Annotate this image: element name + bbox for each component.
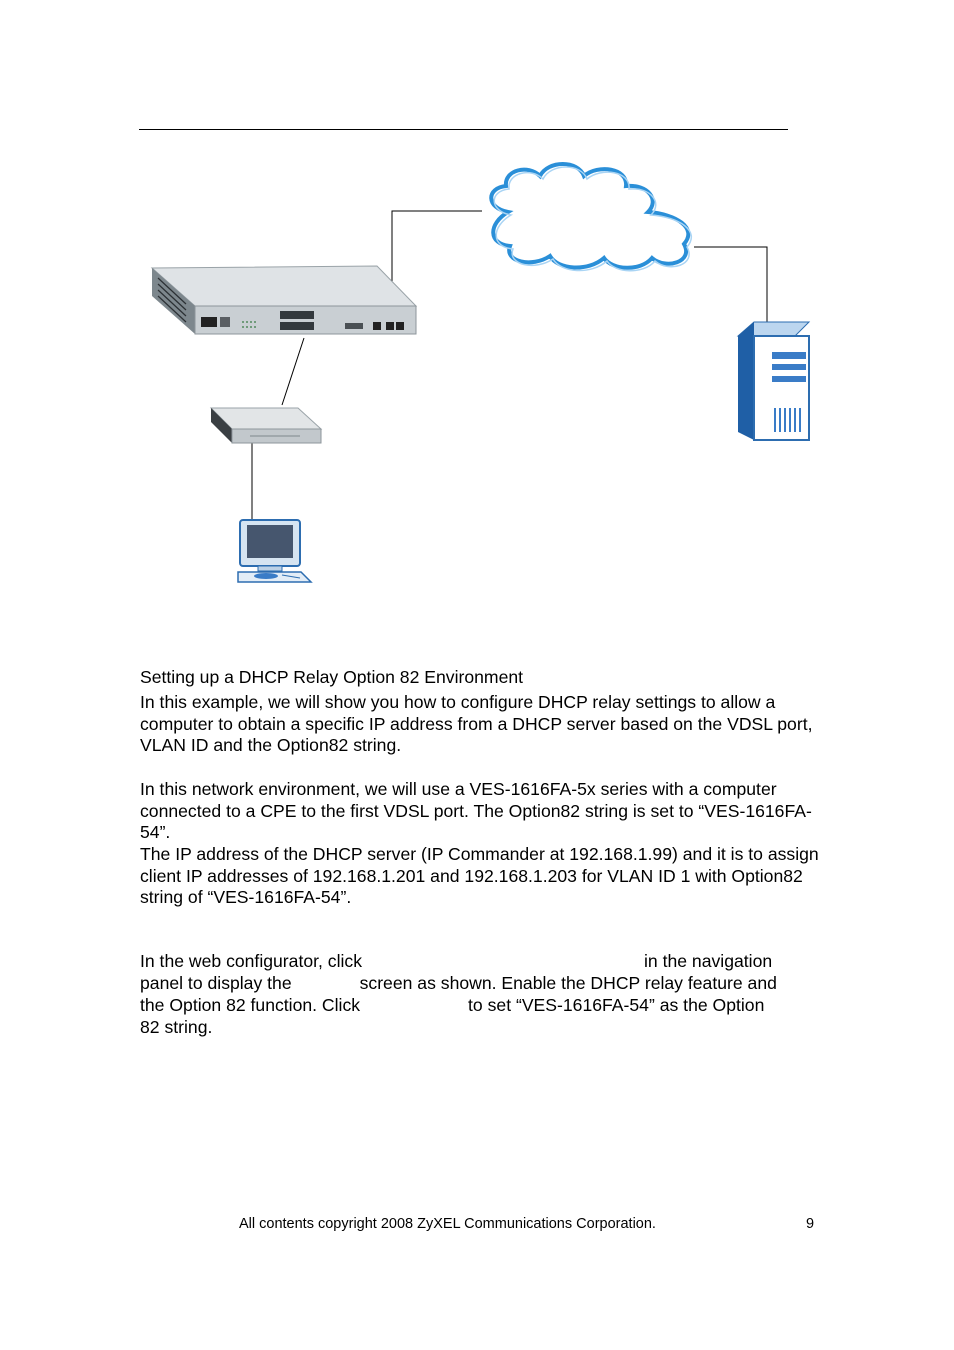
instruction-text: to set “VES-1616FA-54” as the Option [468, 995, 765, 1015]
paragraph-instructions-line2 [140, 973, 820, 995]
instruction-text: the Option 82 function. Click [140, 995, 361, 1015]
paragraph-instructions-line4: 82 string. [140, 1017, 213, 1037]
paragraph-instructions-line3 [140, 995, 820, 1017]
section-heading: Setting up a DHCP Relay Option 82 Environment [140, 667, 524, 687]
computer-icon [238, 520, 311, 582]
cpe-modem-icon [211, 408, 321, 443]
cloud-icon [491, 164, 691, 271]
paragraph-intro: In this example, we will show you how to configure DHCP relay settings to allow a computer to obtain a specific IP address from a DHCP server based on the VDSL port, VLAN ID and the Option82 string. [140, 692, 813, 756]
vdsl-switch-icon [152, 266, 416, 334]
footer-copyright: All contents copyright 2008 ZyXEL Communications Corporation. [239, 1216, 656, 1232]
paragraph-environment: In this network environment, we will use a VES-1616FA-5x series with a computer connected to a CPE to the first VDSL port. The Option82 string is set to “VES-1616FA-54”. [140, 779, 812, 843]
connection-lines [252, 211, 767, 522]
instruction-text: in the navigation [644, 951, 773, 971]
instruction-text: In the web configurator, click [140, 951, 362, 971]
paragraph-instructions-line1 [140, 951, 820, 973]
server-icon [738, 322, 809, 440]
instruction-text: screen as shown. Enable the DHCP relay feature and [359, 973, 777, 993]
network-diagram [0, 0, 954, 620]
page-number: 9 [806, 1216, 815, 1232]
instruction-text: panel to display the [140, 973, 292, 993]
paragraph-dhcp-server: The IP address of the DHCP server (IP Commander at 192.168.1.99) and it is to assign client IP addresses of 192.168.1.201 and 192.168.1.203 for VLAN ID 1 with Option82 string of “VES-1616FA-54”. [140, 844, 819, 908]
